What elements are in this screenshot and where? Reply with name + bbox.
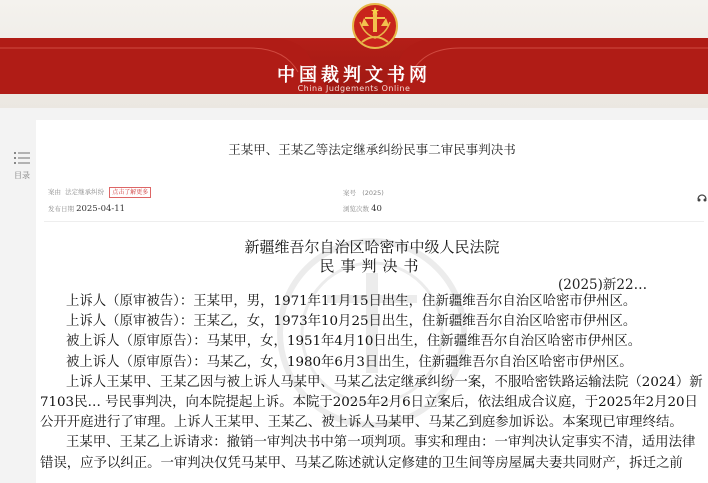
paragraph: 上诉人（原审被告）：王某甲，男，1971年11月15日出生，住新疆维吾尔自治区哈密市伊州区。: [66, 294, 637, 309]
paragraph: 错误，应予以纠正。一审判决仅凭马某甲、马某乙陈述就认定修建的卫生间等房屋属夫妻共同财产，拆迁之前: [40, 455, 683, 471]
document-panel: [36, 120, 708, 483]
site-subtitle: China Judgements Online: [297, 84, 411, 93]
document-type: 民事判决书: [319, 257, 425, 275]
meta-case-no: [343, 188, 384, 197]
meta-cause-label: 案由: [48, 188, 61, 196]
paragraph: 上诉人（原审被告）：王某乙，女，1973年10月25日出生，住新疆维吾尔自治区哈密市伊州区。: [66, 314, 637, 330]
meta-publish-value: 2025-04-11: [76, 204, 126, 214]
paragraph: 被上诉人（原审原告）：马某甲，女，1951年4月10日出生，住新疆维吾尔自治区哈密市伊州区。: [66, 334, 642, 350]
meta-views-label: 浏览次数: [343, 205, 369, 213]
paragraph: 被上诉人（原审原告）：马某乙，女，1980年6月3日出生，住新疆维吾尔自治区哈密市伊州区。: [66, 354, 633, 370]
paragraph: 公开开庭进行了审理。上诉人王某甲、王某乙、被上诉人马某甲、马某乙到庭参加诉讼。本案现已审理终结。: [40, 415, 683, 431]
meta-case-no-value: (2025): [362, 189, 384, 197]
meta-divider: [44, 221, 704, 222]
meta-publish-label: 发布日期: [48, 205, 74, 213]
meta-views-value: 40: [371, 204, 382, 214]
judgment-body: [40, 292, 708, 474]
court-name: 新疆维吾尔自治区哈密市中级人民法院: [244, 238, 500, 256]
meta-cause: [48, 187, 151, 198]
meta-cause-value[interactable]: 法定继承纠纷: [65, 188, 105, 196]
meta-views: [343, 204, 382, 214]
paragraph: 上诉人王某甲、王某乙因与被上诉人马某甲、马某乙法定继承纠纷一案，不服哈密铁路运输法院（2024）新: [66, 374, 703, 390]
list-icon: [14, 151, 30, 165]
court-emblem-icon: [350, 2, 400, 50]
site-title[interactable]: 中国裁判文书网: [277, 65, 431, 86]
paragraph: 王某甲、王某乙上诉请求：撤销一审判决书中第一项判项。事实和理由：一审判决认定事实不清，适用法律: [66, 435, 696, 451]
meta-publish-date: [48, 204, 125, 214]
case-title: 王某甲、王某乙等法定继承纠纷民事二审民事判决书: [228, 142, 516, 157]
case-number: (2025)新22…: [558, 277, 648, 293]
learn-more-badge[interactable]: 点击了解更多: [109, 187, 151, 198]
site-header: [0, 0, 708, 108]
meta-case-no-label: 案号: [343, 189, 356, 197]
toc-button[interactable]: [11, 150, 33, 181]
toc-label: 目录: [14, 171, 30, 180]
paragraph: 7103民… 号民事判决，向本院提起上诉。本院于2025年2月6日立案后，依法组成合议庭，于2025年2月20日: [40, 395, 698, 411]
share-icon[interactable]: [696, 192, 708, 204]
